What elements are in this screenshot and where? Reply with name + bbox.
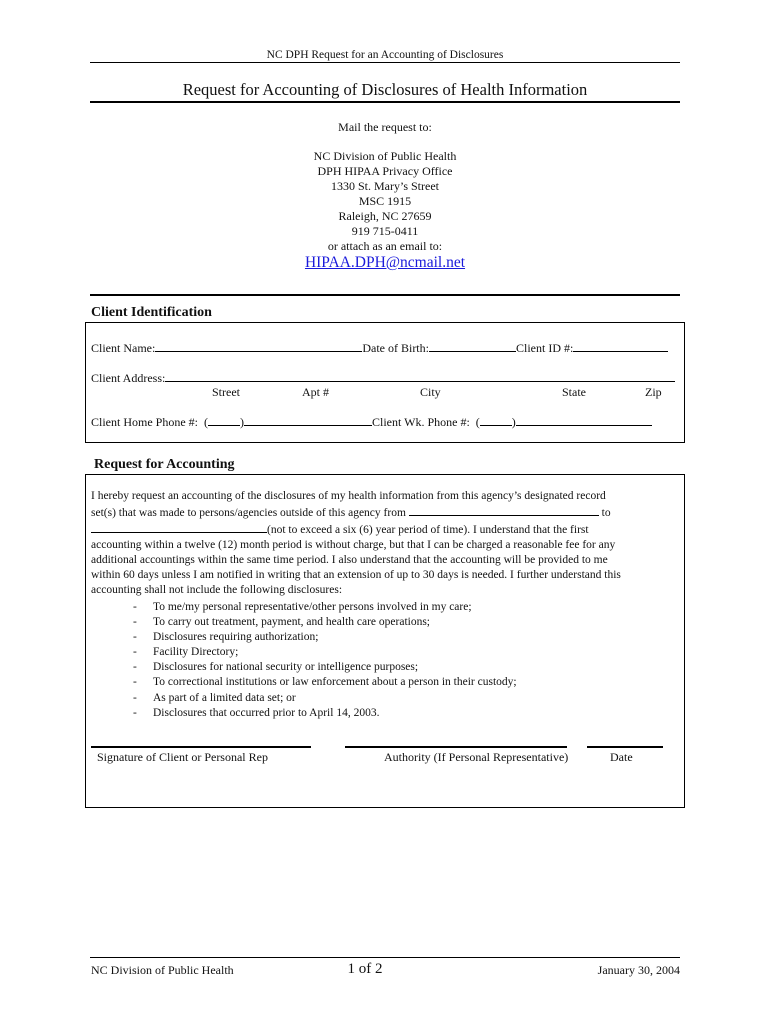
- email-link[interactable]: HIPAA.DPH@ncmail.net: [304, 254, 466, 271]
- document-title: Request for Accounting of Disclosures of Health Information: [182, 80, 588, 99]
- header-rule: [90, 62, 680, 63]
- signature-line[interactable]: [91, 746, 311, 748]
- address-sub-zip: Zip: [645, 385, 662, 399]
- address-line: Raleigh, NC 27659: [338, 209, 432, 223]
- paragraph-line: additional accountings within the same time period. I also understand that the accounting will be provided to me: [91, 554, 608, 566]
- to-date-field[interactable]: [91, 521, 267, 533]
- mail-intro: Mail the request to:: [338, 120, 432, 134]
- list-item: - Disclosures for national security or intelligence purposes;: [133, 660, 673, 675]
- paragraph-line: set(s) that was made to persons/agencies outside of this agency from: [91, 507, 406, 519]
- address-line: DPH HIPAA Privacy Office: [317, 164, 453, 178]
- work-phone-label: Client Wk. Phone #:: [372, 415, 470, 429]
- mail-address-block: [90, 149, 680, 254]
- paragraph-line: accounting shall not include the following disclosures:: [91, 584, 343, 596]
- authority-line[interactable]: [345, 746, 567, 748]
- footer-rule: [90, 957, 680, 958]
- list-item: - As part of a limited data set; or: [133, 691, 673, 706]
- paragraph-line: I hereby request an accounting of the disclosures of my health information from this agency’s designated record: [91, 490, 606, 502]
- address-line: 1330 St. Mary’s Street: [331, 179, 439, 193]
- client-id-field[interactable]: [573, 340, 668, 352]
- address-line: NC Division of Public Health: [313, 149, 457, 163]
- address-sub-apt: Apt #: [302, 385, 329, 399]
- home-phone-open-paren: (: [204, 415, 208, 429]
- list-item: - To me/my personal representative/other persons involved in my care;: [133, 600, 673, 615]
- list-item: - Facility Directory;: [133, 645, 673, 660]
- address-sub-state: State: [562, 385, 586, 399]
- client-address-label: Client Address:: [91, 371, 166, 385]
- home-phone-label: Client Home Phone #:: [91, 415, 198, 429]
- client-id-label: Client ID #:: [515, 341, 574, 355]
- paragraph-line: within 60 days unless I am notified in writing that an extension of up to 30 days is needed. I further understand this: [91, 569, 621, 581]
- home-phone-close-paren: ): [240, 415, 244, 429]
- footer-org: NC Division of Public Health: [91, 963, 234, 977]
- paragraph-line: to: [601, 507, 611, 519]
- from-date-field[interactable]: [409, 504, 599, 516]
- address-sub-city: City: [420, 385, 441, 399]
- list-item: - To correctional institutions or law enforcement about a person in their custody;: [133, 675, 673, 690]
- work-phone-open-paren: (: [475, 415, 480, 429]
- paragraph-line: accounting within a twelve (12) month period is without charge, but that I can be charged a reasonable fee for any: [91, 539, 616, 551]
- work-phone-field[interactable]: [516, 414, 652, 426]
- work-phone-close-paren: ): [511, 415, 516, 429]
- authority-label: Authority (If Personal Representative): [384, 750, 569, 764]
- client-name-field[interactable]: [155, 340, 362, 352]
- home-phone-area-field[interactable]: [208, 414, 240, 426]
- section-rule: [90, 294, 680, 296]
- running-header: NC DPH Request for an Accounting of Disclosures: [266, 49, 504, 61]
- address-line: MSC 1915: [358, 194, 412, 208]
- footer-date: January 30, 2004: [597, 963, 680, 977]
- list-item: - Disclosures requiring authorization;: [133, 630, 673, 645]
- date-line[interactable]: [587, 746, 663, 748]
- paragraph-line: (not to exceed a six (6) year period of time). I understand that the first: [267, 524, 589, 536]
- exclusions-list: [133, 600, 673, 721]
- address-line: or attach as an email to:: [327, 239, 443, 253]
- dob-field[interactable]: [429, 340, 516, 352]
- home-phone-field[interactable]: [244, 414, 372, 426]
- client-identification-heading: Client Identification: [91, 305, 212, 320]
- date-label: Date: [610, 750, 633, 764]
- title-rule: [90, 101, 680, 103]
- request-heading: Request for Accounting: [94, 457, 235, 472]
- list-item: - To carry out treatment, payment, and health care operations;: [133, 615, 673, 630]
- client-address-field[interactable]: [165, 370, 675, 382]
- address-line: 919 715-0411: [351, 224, 419, 238]
- page-number: 1 of 2: [347, 961, 383, 977]
- address-sub-street: Street: [212, 385, 240, 399]
- dob-label: Date of Birth:: [362, 341, 429, 355]
- client-name-label: Client Name:: [91, 341, 156, 355]
- work-phone-area-field[interactable]: [480, 414, 512, 426]
- list-item: - Disclosures that occurred prior to April 14, 2003.: [133, 706, 673, 721]
- signature-label: Signature of Client or Personal Rep: [97, 750, 268, 764]
- request-paragraph: [91, 489, 681, 598]
